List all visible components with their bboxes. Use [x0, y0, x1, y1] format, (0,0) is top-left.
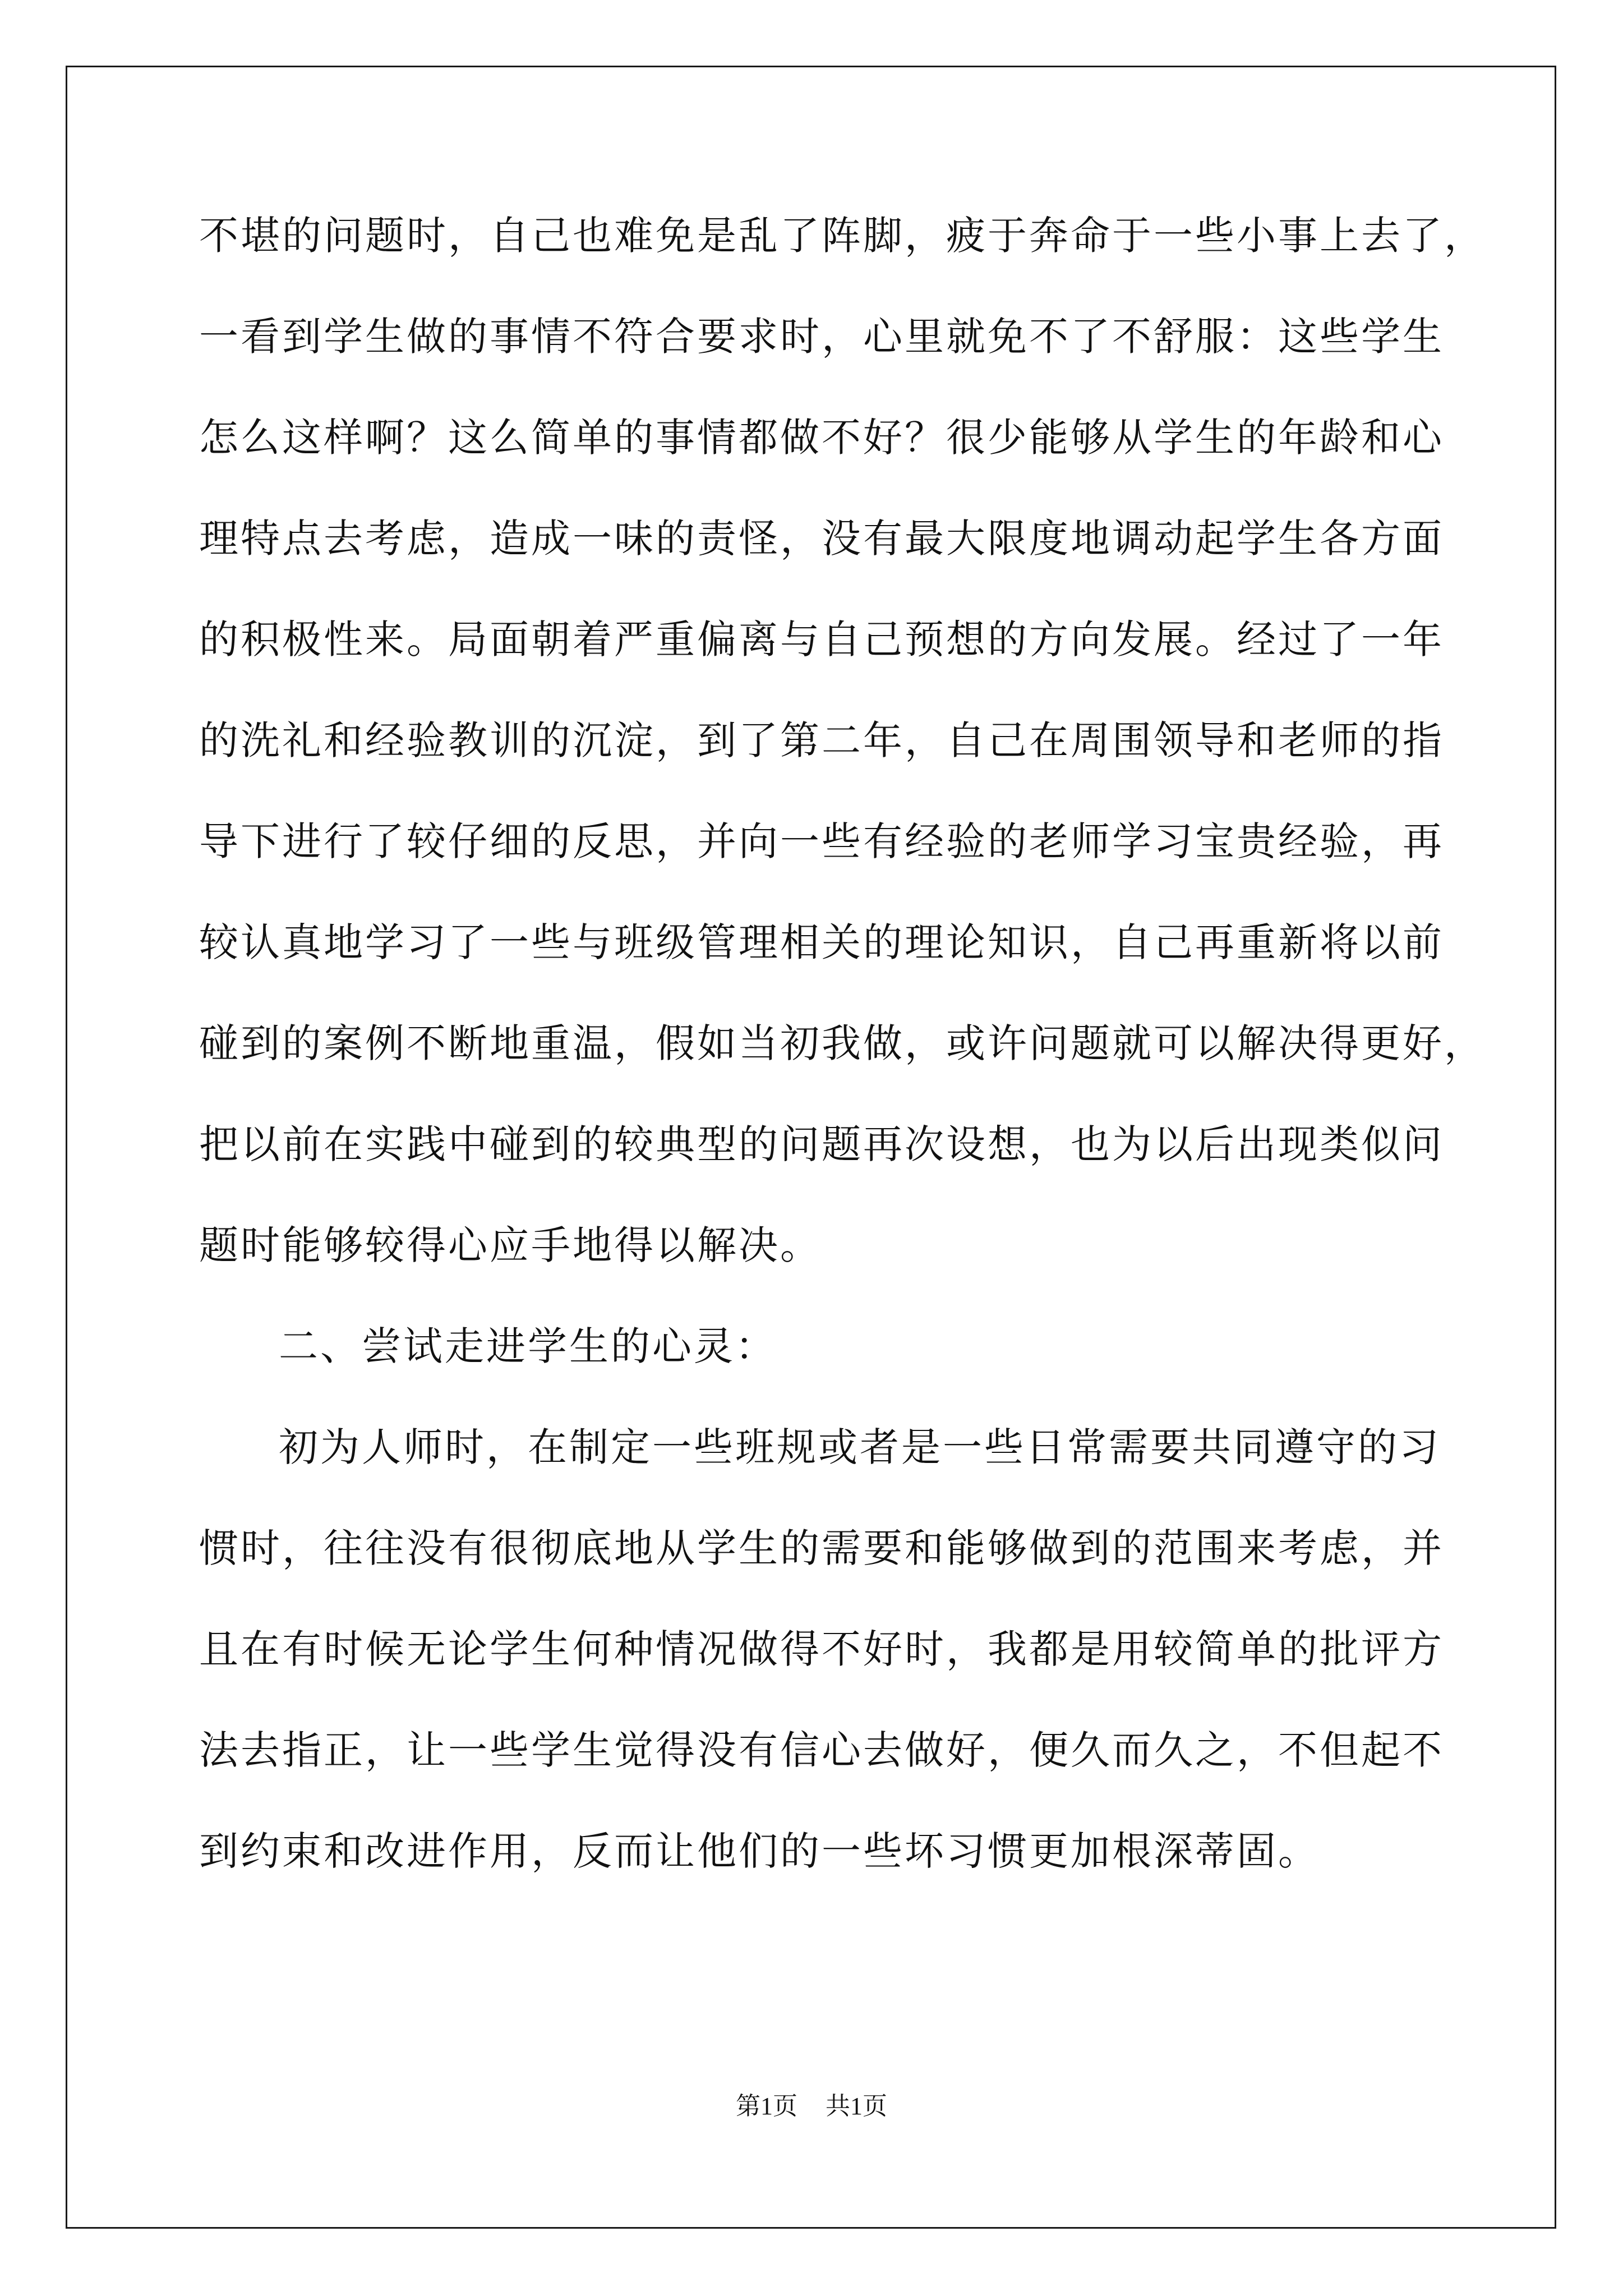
text-line: 法去指正，让一些学生觉得没有信心去做好，便久而久之，不但起不 [199, 1727, 1444, 1773]
document-body [199, 185, 1486, 1902]
page-number: 第1页 [736, 2092, 797, 2120]
text-line: 理特点去考虑，造成一味的责怪，没有最大限度地调动起学生各方面 [199, 516, 1444, 562]
text-line: 初为人师时，在制定一些班规或者是一些日常需要共同遵守的习 [279, 1424, 1441, 1470]
text-line: 碰到的案例不断地重温，假如当初我做，或许问题就可以解决得更好， [199, 1020, 1486, 1066]
text-line: 到约束和改进作用，反而让他们的一些坏习惯更加根深蒂固。 [199, 1828, 1320, 1874]
text-line: 的洗礼和经验教训的沉淀，到了第二年，自己在周围领导和老师的指 [199, 717, 1444, 763]
text-line: 一看到学生做的事情不符合要求时，心里就免不了不舒服：这些学生 [199, 314, 1444, 360]
text-line: 导下进行了较仔细的反思，并向一些有经验的老师学习宝贵经验，再 [199, 818, 1444, 864]
text-line: 题时能够较得心应手地得以解决。 [199, 1222, 822, 1268]
text-line: 怎么这样啊？这么简单的事情都做不好？很少能够从学生的年龄和心 [199, 415, 1444, 461]
text-line: 惯时，往往没有很彻底地从学生的需要和能够做到的范围来考虑，并 [199, 1525, 1444, 1571]
text-line: 不堪的问题时，自己也难免是乱了阵脚，疲于奔命于一些小事上去了， [199, 213, 1486, 259]
page-total: 共1页 [826, 2092, 887, 2120]
section-heading: 二、尝试走进学生的心灵： [279, 1323, 777, 1369]
page-footer [0, 2090, 1623, 2123]
text-line: 且在有时候无论学生何种情况做得不好时，我都是用较简单的批评方 [199, 1626, 1444, 1672]
text-line: 的积极性来。局面朝着严重偏离与自己预想的方向发展。经过了一年 [199, 616, 1444, 662]
text-line: 把以前在实践中碰到的较典型的问题再次设想，也为以后出现类似问 [199, 1121, 1444, 1167]
text-line: 较认真地学习了一些与班级管理相关的理论知识，自己再重新将以前 [199, 919, 1444, 965]
